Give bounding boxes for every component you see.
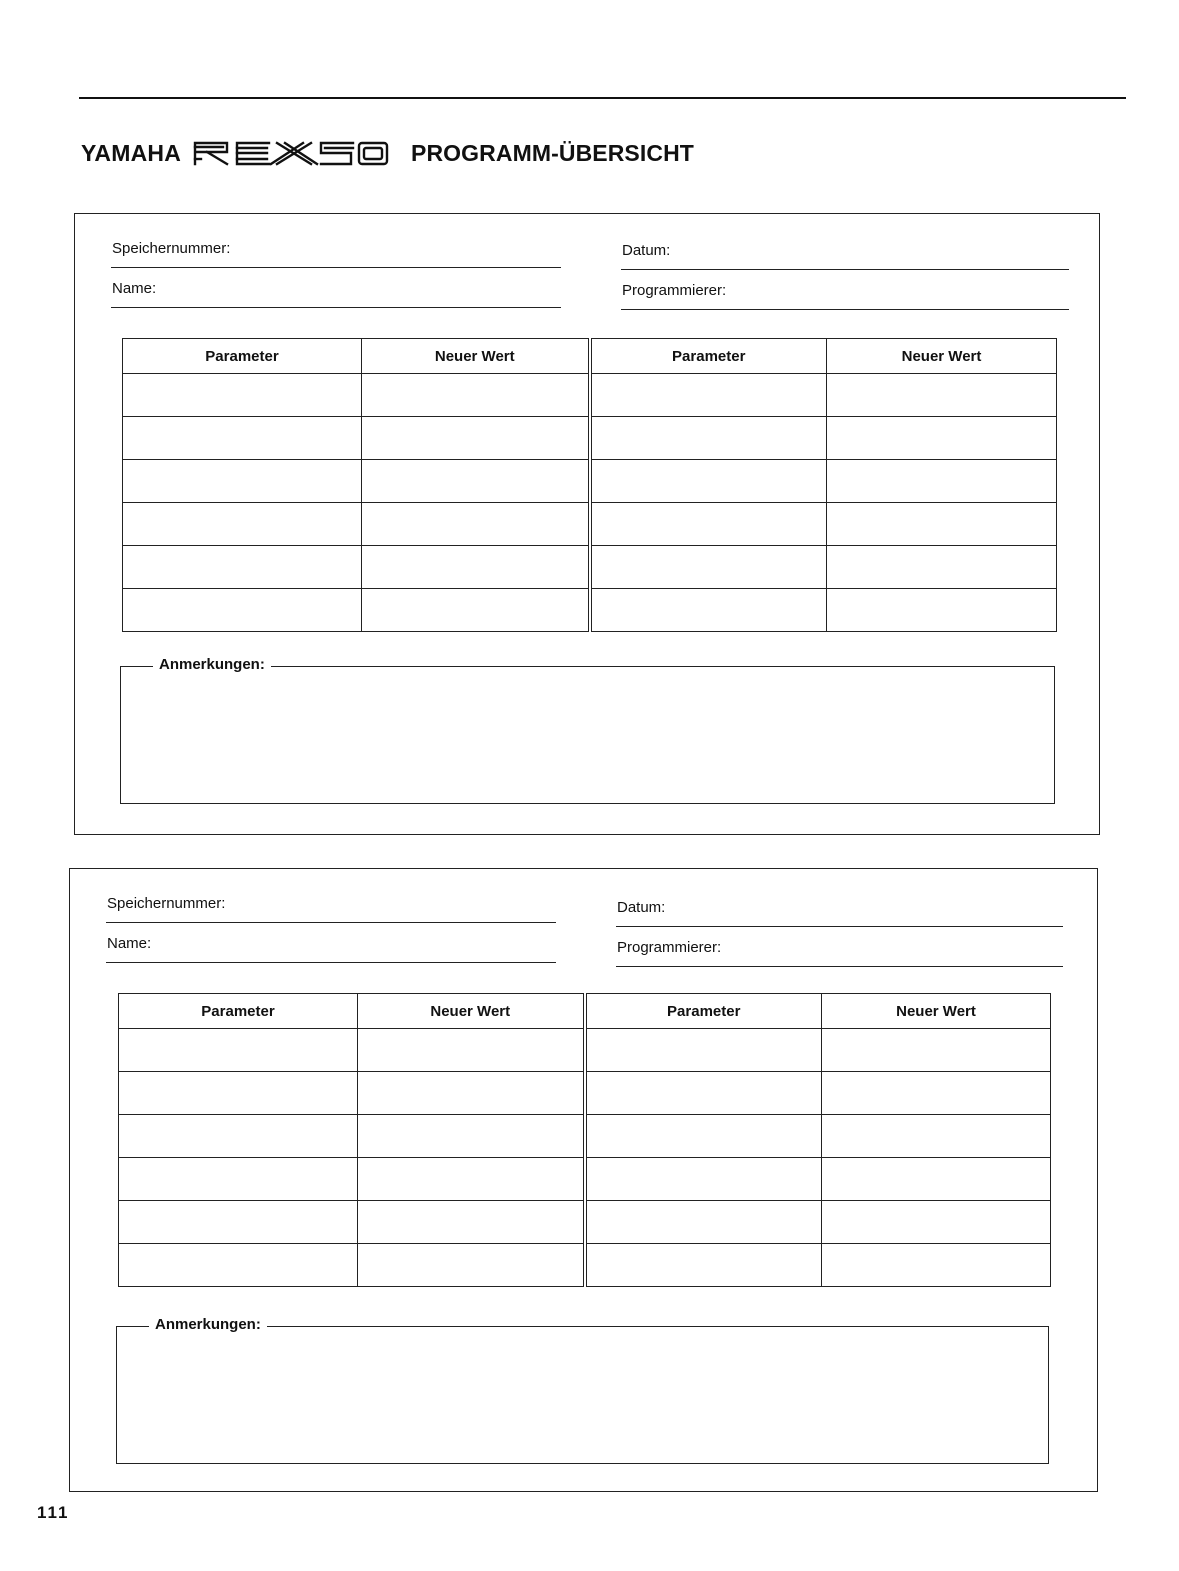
table-row xyxy=(119,1115,1051,1158)
column-header-parameter: Parameter xyxy=(585,994,822,1029)
parameter-cell[interactable] xyxy=(123,417,362,460)
value-cell[interactable] xyxy=(822,1158,1051,1201)
value-cell[interactable] xyxy=(822,1029,1051,1072)
parameter-cell[interactable] xyxy=(590,460,827,503)
value-cell[interactable] xyxy=(822,1115,1051,1158)
table-row xyxy=(123,374,1057,417)
parameter-cell[interactable] xyxy=(585,1158,822,1201)
parameter-cell[interactable] xyxy=(585,1029,822,1072)
programmer-field[interactable] xyxy=(616,939,1063,967)
parameter-cell[interactable] xyxy=(119,1072,358,1115)
date-field[interactable] xyxy=(621,242,1069,270)
date-label: Datum: xyxy=(622,242,671,259)
name-field[interactable] xyxy=(106,935,556,963)
parameter-cell[interactable] xyxy=(590,589,827,632)
table-row xyxy=(119,1158,1051,1201)
programmer-label: Programmierer: xyxy=(622,282,727,299)
column-header-new-value: Neuer Wert xyxy=(822,994,1051,1029)
value-cell[interactable] xyxy=(362,460,590,503)
column-header-new-value: Neuer Wert xyxy=(827,339,1057,374)
parameter-cell[interactable] xyxy=(123,460,362,503)
value-cell[interactable] xyxy=(827,417,1057,460)
storage-number-field[interactable] xyxy=(111,240,561,268)
table-row xyxy=(119,1244,1051,1287)
value-cell[interactable] xyxy=(358,1158,585,1201)
parameter-cell[interactable] xyxy=(123,374,362,417)
page-title: PROGRAMM-ÜBERSICHT xyxy=(411,139,694,166)
value-cell[interactable] xyxy=(822,1201,1051,1244)
value-cell[interactable] xyxy=(358,1072,585,1115)
value-cell[interactable] xyxy=(827,503,1057,546)
name-label: Name: xyxy=(112,280,157,297)
program-sheet-1 xyxy=(74,213,1100,835)
date-field[interactable] xyxy=(616,899,1063,927)
value-cell[interactable] xyxy=(358,1115,585,1158)
date-label: Datum: xyxy=(617,899,666,916)
program-sheet-2 xyxy=(69,868,1098,1492)
value-cell[interactable] xyxy=(358,1201,585,1244)
parameter-cell[interactable] xyxy=(585,1072,822,1115)
parameter-cell[interactable] xyxy=(590,503,827,546)
parameter-cell[interactable] xyxy=(585,1244,822,1287)
value-cell[interactable] xyxy=(827,374,1057,417)
brand-name: YAMAHA xyxy=(81,139,182,166)
value-cell[interactable] xyxy=(362,546,590,589)
notes-box[interactable] xyxy=(116,1316,1049,1464)
table-row xyxy=(123,460,1057,503)
parameter-cell[interactable] xyxy=(119,1029,358,1072)
notes-label: Anmerkungen: xyxy=(153,656,271,673)
name-label: Name: xyxy=(107,935,152,952)
table-row xyxy=(119,1201,1051,1244)
page-number: 111 xyxy=(37,1503,70,1522)
value-cell[interactable] xyxy=(827,546,1057,589)
programmer-field[interactable] xyxy=(621,282,1069,310)
column-header-new-value: Neuer Wert xyxy=(362,339,590,374)
value-cell[interactable] xyxy=(362,589,590,632)
parameter-cell[interactable] xyxy=(119,1158,358,1201)
rex50-logo xyxy=(193,140,389,166)
notes-label: Anmerkungen: xyxy=(149,1316,267,1333)
column-header-new-value: Neuer Wert xyxy=(358,994,585,1029)
notes-box[interactable] xyxy=(120,656,1055,804)
value-cell[interactable] xyxy=(358,1244,585,1287)
parameter-cell[interactable] xyxy=(123,589,362,632)
programmer-label: Programmierer: xyxy=(617,939,722,956)
value-cell[interactable] xyxy=(362,374,590,417)
value-cell[interactable] xyxy=(827,589,1057,632)
parameter-cell[interactable] xyxy=(590,374,827,417)
parameter-cell[interactable] xyxy=(119,1201,358,1244)
column-header-parameter: Parameter xyxy=(590,339,827,374)
value-cell[interactable] xyxy=(362,417,590,460)
table-row xyxy=(123,503,1057,546)
value-cell[interactable] xyxy=(362,503,590,546)
table-row xyxy=(123,546,1057,589)
parameter-cell[interactable] xyxy=(590,417,827,460)
table-row xyxy=(119,1029,1051,1072)
name-field[interactable] xyxy=(111,280,561,308)
parameter-cell[interactable] xyxy=(119,1115,358,1158)
parameter-cell[interactable] xyxy=(123,503,362,546)
table-row xyxy=(119,1072,1051,1115)
parameter-table xyxy=(122,338,1057,632)
page-header xyxy=(81,136,694,170)
parameter-cell[interactable] xyxy=(585,1115,822,1158)
parameter-cell[interactable] xyxy=(590,546,827,589)
table-row xyxy=(123,417,1057,460)
parameter-cell[interactable] xyxy=(123,546,362,589)
value-cell[interactable] xyxy=(822,1072,1051,1115)
top-rule xyxy=(79,97,1126,99)
storage-number-field[interactable] xyxy=(106,895,556,923)
parameter-cell[interactable] xyxy=(119,1244,358,1287)
storage-number-label: Speichernummer: xyxy=(112,240,231,257)
parameter-table xyxy=(118,993,1051,1287)
parameter-cell[interactable] xyxy=(585,1201,822,1244)
storage-number-label: Speichernummer: xyxy=(107,895,226,912)
value-cell[interactable] xyxy=(822,1244,1051,1287)
column-header-parameter: Parameter xyxy=(123,339,362,374)
column-header-parameter: Parameter xyxy=(119,994,358,1029)
value-cell[interactable] xyxy=(358,1029,585,1072)
value-cell[interactable] xyxy=(827,460,1057,503)
table-row xyxy=(123,589,1057,632)
